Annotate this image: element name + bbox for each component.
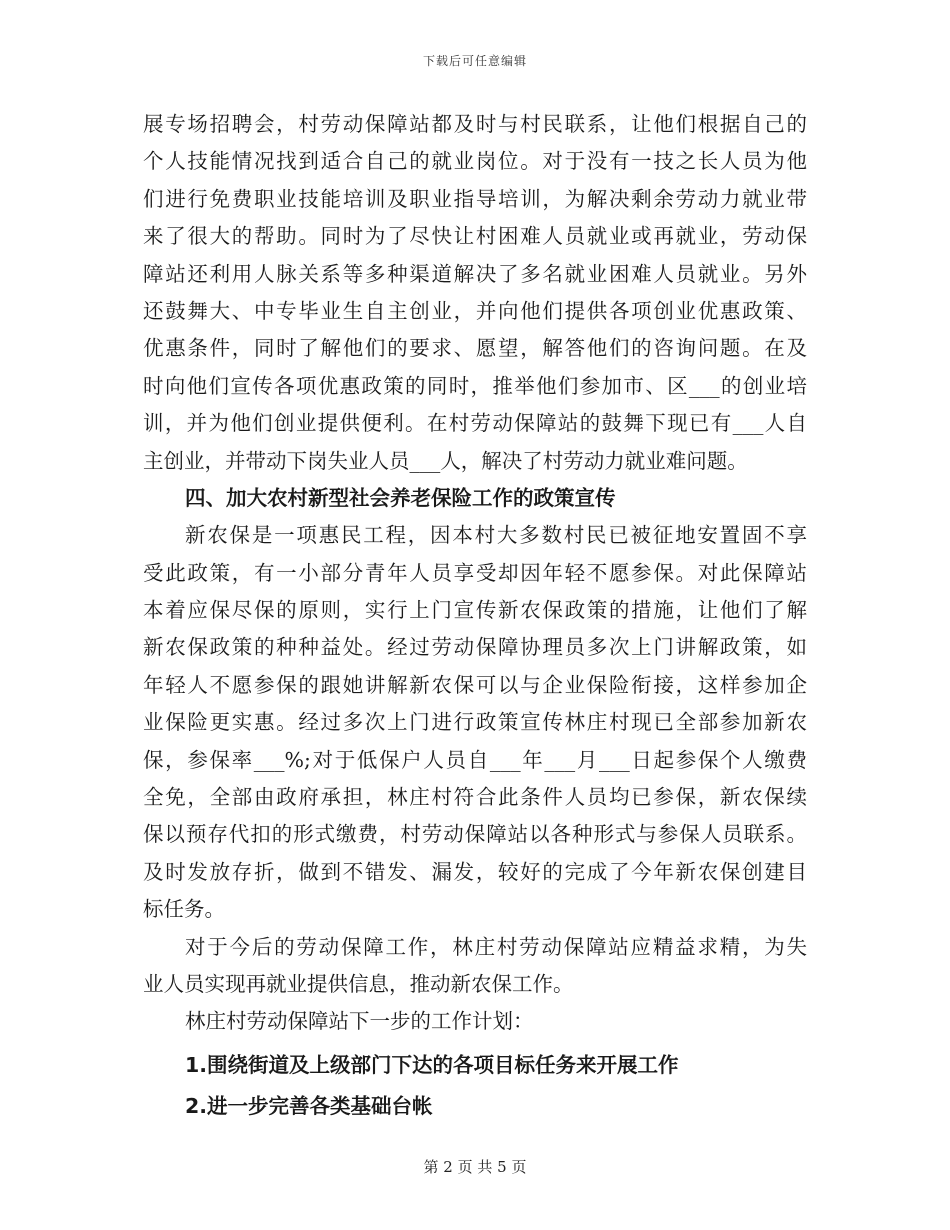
text-line: 优惠条件，同时了解他们的要求、愿望，解答他们的咨询问题。在及 <box>143 336 807 361</box>
text-line: 来了很大的帮助。同时为了尽快让村困难人员就业或再就业，劳动保 <box>143 224 807 249</box>
text-line: 展专场招聘会，村劳动保障站都及时与村民联系，让他们根据自己的 <box>143 112 807 136</box>
text-line: 保以预存代扣的形式缴费，村劳动保障站以各种形式与参保人员联系。 <box>143 822 807 847</box>
text-line: 及时发放存折，做到不错发、漏发，较好的完成了今年新农保创建目 <box>143 859 807 884</box>
page-number: 第 2 页 共 5 页 <box>423 1158 527 1176</box>
text-line: 对于今后的劳动保障工作，林庄村劳动保障站应精益求精，为失 <box>185 934 807 959</box>
text-line: 时向他们宣传各项优惠政策的同时，推举他们参加市、区___的创业培 <box>143 373 807 398</box>
text-line: 受此政策，有一小部分青年人员享受却因年轻不愿参保。对此保障站 <box>143 560 807 585</box>
text-line: 保，参保率___%;对于低保户人员自___年___月___日起参保个人缴费 <box>143 747 807 772</box>
text-line: 训，并为他们创业提供便利。在村劳动保障站的鼓舞下现已有___人自 <box>143 411 807 436</box>
text-line: 全免，全部由政府承担，林庄村符合此条件人员均已参保，新农保续 <box>143 785 807 810</box>
text-line: 新农保政策的种种益处。经过劳动保障协理员多次上门讲解政策，如 <box>143 635 807 660</box>
plan-item-1: 1.围绕街道及上级部门下达的各项目标任务来开展工作 <box>185 1052 679 1077</box>
page-header: 下载后可任意编辑 <box>422 54 527 68</box>
document-body <box>143 106 807 1126</box>
text-line: 年轻人不愿参保的跟她讲解新农保可以与企业保险衔接，这样参加企 <box>143 672 807 697</box>
text-line: 主创业，并带动下岗失业人员___人，解决了村劳动力就业难问题。 <box>143 448 748 473</box>
text-line: 本着应保尽保的原则，实行上门宣传新农保政策的措施，让他们了解 <box>143 598 807 623</box>
text-line: 新农保是一项惠民工程，因本村大多数村民已被征地安置固不享 <box>185 523 807 548</box>
text-line: 障站还利用人脉关系等多种渠道解决了多名就业困难人员就业。另外 <box>143 261 807 286</box>
section-heading-4: 四、加大农村新型社会养老保险工作的政策宣传 <box>185 485 616 510</box>
text-line: 还鼓舞大、中专毕业生自主创业，并向他们提供各项创业优惠政策、 <box>143 298 807 323</box>
plan-intro: 林庄村劳动保障站下一步的工作计划： <box>185 1009 534 1034</box>
paragraph-employment <box>143 106 807 480</box>
text-line: 业保险更实惠。经过多次上门进行政策宣传林庄村现已全部参加新农 <box>143 710 807 735</box>
paragraph-future <box>143 929 807 1004</box>
text-line: 们进行免费职业技能培训及职业指导培训，为解决剩余劳动力就业带 <box>143 186 807 211</box>
text-line: 个人技能情况找到适合自己的就业岗位。对于没有一技之长人员为他 <box>143 149 807 174</box>
paragraph-pension <box>143 517 807 928</box>
plan-item-2: 2.进一步完善各类基础台帐 <box>185 1094 433 1119</box>
text-line: 业人员实现再就业提供信息，推动新农保工作。 <box>143 971 574 996</box>
text-line: 标任务。 <box>143 897 225 922</box>
